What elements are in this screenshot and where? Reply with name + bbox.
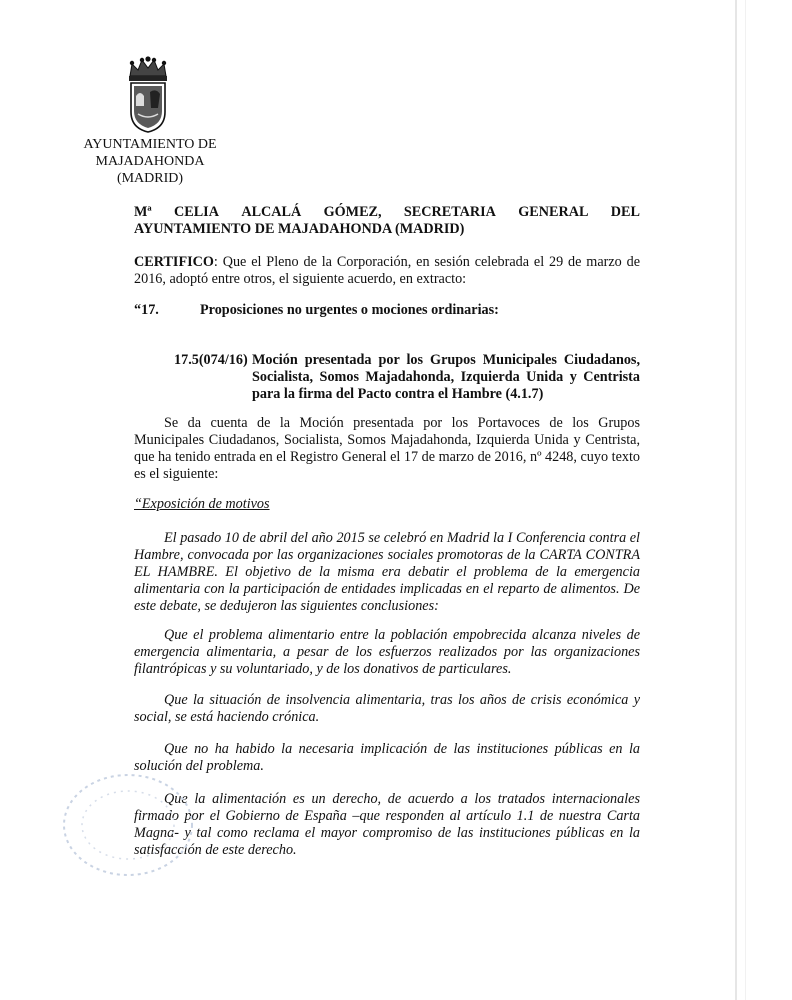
certifico-label: CERTIFICO: [134, 254, 214, 270]
secretary-word: GÓMEZ,: [323, 204, 382, 220]
secretary-line-1: [134, 204, 640, 221]
motion-line-2: Socialista, Somos Majadahonda, Izquierda Unida y Centrista: [252, 369, 640, 385]
page-edge-shadow: [745, 0, 746, 1000]
intro-paragraph: Se da cuenta de la Moción presentada por los Portavoces de los Grupos Municipales Ciudadanos, Socialista, Somos Majadahonda, Izquierda Unida y Centrista, que ha tenido entrada en el Registro General el 17 de marzo de 2016, nº 4248, cuyo texto es el siguiente:: [134, 415, 640, 482]
secretary-word: GENERAL: [518, 204, 589, 220]
exposition-paragraph: Que no ha habido la necesaria implicación de las instituciones públicas en la solución del problema.: [134, 741, 640, 774]
exposition-paragraph: Que la situación de insolvencia alimentaria, tras los años de crisis económica y social, se está haciendo crónica.: [134, 692, 640, 725]
secretary-heading: [134, 204, 640, 238]
exposition-heading: “Exposición de motivos: [134, 496, 270, 512]
motion-title-1: Moción presentada por los Grupos Municipales Ciudadanos,: [252, 352, 640, 368]
item-17-heading: [134, 302, 499, 319]
motion-line-1: [174, 352, 640, 369]
page-edge: [735, 0, 737, 1000]
motion-line-3: para la firma del Pacto contra el Hambre (4.1.7): [252, 386, 544, 402]
secretary-word: SECRETARIA: [403, 204, 496, 220]
item-17-number: “17.: [134, 302, 159, 318]
coat-of-arms-icon: [118, 56, 178, 134]
certifico-paragraph: [134, 254, 640, 288]
motion-heading: [174, 352, 640, 403]
certifico-text: : Que el Pleno de la Corporación, en sesión celebrada el 29 de marzo de 2016, adoptó entre otros, el siguiente acuerdo, en extracto:: [134, 254, 640, 287]
exposition-paragraph: El pasado 10 de abril del año 2015 se celebró en Madrid la I Conferencia contra el Hambre, convocada por las organizaciones sociales promotoras de la CARTA CONTRA EL HAMBRE. El objetivo de la misma era debatir el problema de la emergencia alimentaria con la participación de entidades implicadas en el reparto de alimentos. De este debate, se dedujeron las siguientes conclusiones:: [134, 530, 640, 614]
motion-ref: 17.5(074/16): [174, 352, 248, 368]
secretary-word: DEL: [610, 204, 640, 220]
exposition-paragraph: Que la alimentación es un derecho, de acuerdo a los tratados internacionales firmado por el Gobierno de España –que responden al artículo 1.1 de nuestra Carta Magna- y tal como reclama el mayor compromiso de las instituciones públicas en la satisfacción de este derecho.: [134, 791, 640, 858]
org-line-2: MAJADAHONDA: [95, 154, 205, 169]
org-line-1: AYUNTAMIENTO DE: [83, 137, 217, 152]
secretary-word: CELIA: [174, 204, 219, 220]
secretary-word: ALCALÁ: [241, 204, 302, 220]
org-line-3: (MADRID): [116, 171, 184, 186]
organization-name: [60, 136, 240, 187]
secretary-line-2: AYUNTAMIENTO DE MAJADAHONDA (MADRID): [134, 221, 465, 237]
exposition-paragraph: Que el problema alimentario entre la población empobrecida alcanza niveles de emergencia alimentaria, a pesar de los esfuerzos realizados por las organizaciones filantrópicas y su voluntariado, y de los donativos de particulares.: [134, 627, 640, 677]
seal-watermark-icon: [58, 770, 198, 880]
item-17-title: Proposiciones no urgentes o mociones ordinarias:: [200, 302, 499, 318]
secretary-word: Mª: [134, 204, 152, 220]
